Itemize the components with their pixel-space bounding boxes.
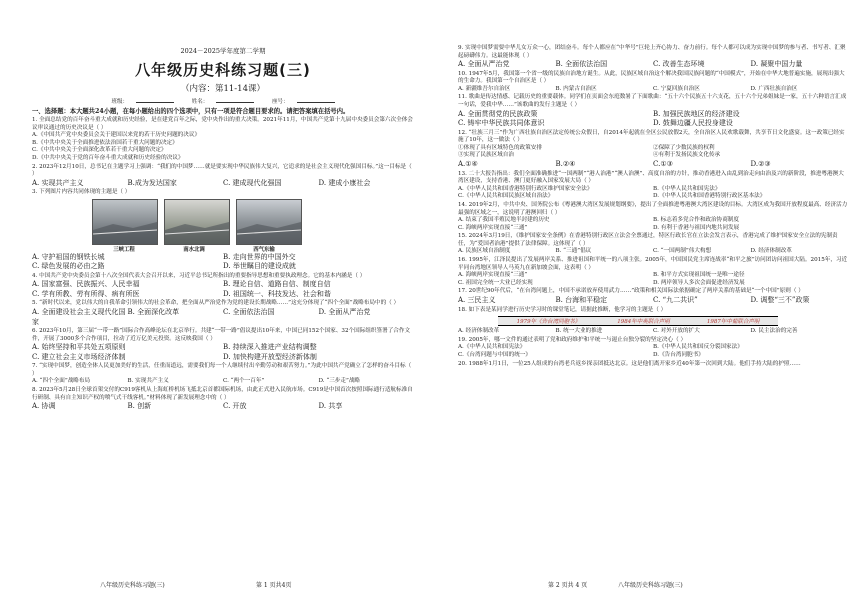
q16-option-1[interactable]: A. 海峡两岸实现直接“三通” bbox=[458, 272, 528, 279]
q15-option-3[interactable]: C. “一国两制”伟大构想 bbox=[653, 248, 712, 255]
student-info-line bbox=[32, 97, 414, 105]
q9-option-1[interactable]: A. 全面从严治党 bbox=[458, 60, 510, 69]
q17-options bbox=[458, 296, 848, 306]
q7-option-4[interactable]: D. “三步走”战略 bbox=[318, 378, 361, 385]
q18-option-2[interactable]: B. 统一大业的推进 bbox=[555, 328, 603, 335]
q3-pictures bbox=[92, 199, 414, 245]
q4-block bbox=[32, 273, 414, 300]
q5-option-1[interactable]: A. 全面建设社会主义现代化国家 bbox=[32, 308, 126, 326]
q4-option-2[interactable]: B. 理论自信、道路自信、制度自信 bbox=[223, 280, 331, 289]
q2-option-4[interactable]: D. 建成小康社会 bbox=[318, 178, 371, 187]
q2-stem: 2. 2023年12月10日，总书记在主题学习上强调：“我们的中国梦……就是要实现中华民族伟大复兴，它追求的是社会主义现代化强国目标。”这一目标是（ ） bbox=[32, 163, 412, 178]
page-title: 八年级历史科练习题(三) bbox=[135, 61, 311, 79]
q17-stem: 17. 20世纪90年代后，“在台湾问题上，中国不承诺放弃使用武力……”政策和相关国际法依据确定了两岸关系的基础是“一个中国”原则（ ） bbox=[458, 288, 804, 295]
q13-stem: 13. 二十大报告指出：我们全面准确推进“一国两制”“港人治港”“澳人治澳”、高度自治的方针，推动香港进入由乱到治走向由治及兴的新阶段，推进粤港澳大湾区建设，支持香港、澳门更好融入国家发展大局（ ） bbox=[458, 170, 844, 185]
name-label: 姓名： bbox=[191, 99, 209, 105]
q3-captions bbox=[92, 245, 414, 253]
q17-option-4[interactable]: D. 调整“三不”政策 bbox=[750, 296, 810, 305]
q16-option-4[interactable]: D. 两岸领导人多次会面促进经济发展 bbox=[653, 279, 745, 286]
q4-stem: 4. 中国共产党中央委员会第十八次全国代表大会召开以来，习近平总书记所指出的重要指导思想和重要执政理念。它的基本内涵是（ ） bbox=[32, 272, 366, 279]
q10-block bbox=[458, 71, 848, 94]
q19-option-3[interactable]: C.《台湾问题与中国的统一》 bbox=[458, 351, 531, 358]
q12-option-1[interactable]: ①体现了具有区域特色的政策安排 bbox=[458, 144, 542, 151]
footer-left-page: 第 1 页共4页 bbox=[256, 582, 292, 589]
q19-option-1[interactable]: A.《中华人民共和国宪法》 bbox=[458, 344, 526, 351]
q1-options bbox=[32, 132, 414, 162]
q13-options bbox=[458, 186, 848, 201]
q2-option-2[interactable]: B.成为发达国家 bbox=[127, 178, 177, 187]
q20-block bbox=[458, 361, 848, 369]
q6-block bbox=[32, 328, 414, 362]
q1-option-3[interactable]: C.《中共中央关于全面深化改革若干重大问题的决定》 bbox=[32, 147, 167, 154]
q10-option-2[interactable]: B. 内蒙古自治区 bbox=[555, 85, 597, 92]
q3-block bbox=[32, 189, 414, 272]
q18-option-3[interactable]: C. 对外开放的扩大 bbox=[653, 328, 700, 335]
note-item-1: 1979年《告台湾同胞书》 bbox=[516, 319, 581, 326]
q15-option-2[interactable]: B. “三通”倡议 bbox=[555, 248, 592, 255]
q14-option-2[interactable]: B. 标志着多党合作和政治协商制度 bbox=[653, 217, 739, 224]
q9-option-2[interactable]: B. 全面依法治国 bbox=[555, 60, 608, 69]
q19-option-2[interactable]: B.《中华人民共和国反分裂国家法》 bbox=[653, 344, 743, 351]
q12-options bbox=[458, 145, 848, 160]
q3-option-1[interactable]: A. 守护祖国的钢铁长城 bbox=[32, 252, 105, 261]
footer-left-name: 八年级历史科练习题(三) bbox=[100, 582, 165, 589]
q16-option-2[interactable]: B. 和平方式实现祖国统一是唯一途径 bbox=[653, 272, 745, 279]
q12-answer-3[interactable]: C.①③ bbox=[653, 160, 673, 169]
q9-stem: 9. 实现中国梦需要中华儿女万众一心，团结奋斗。每个人都应在“中华号”巨轮上齐心协力、奋力前行。每个人都可以成为实现中国梦的参与者、书写者、汇聚起磅礴伟力。这最能体现（ ） bbox=[458, 45, 846, 59]
q10-stem: 10. 1947年5月，我国第一个省一级的民族自治地方诞生。从此，民族区域自治这个解决我国民族问题的“中国模式”，开始在中华大地普遍实施，展现出强大的生命力。我国第一个自治区是（ ） bbox=[458, 70, 845, 85]
q13-option-2[interactable]: B.《中华人民共和国宪法》 bbox=[653, 185, 721, 192]
q15-option-1[interactable]: A. 民族区域自治制度 bbox=[458, 248, 511, 255]
q15-options bbox=[458, 248, 848, 256]
q6-option-4[interactable]: D. 加快构建开放型经济新体制 bbox=[223, 352, 317, 361]
q4-options bbox=[32, 280, 414, 299]
q11-option-4[interactable]: D. 鼓舞边疆人民投身建设 bbox=[653, 119, 733, 128]
q3-options bbox=[32, 253, 414, 272]
footer-right-page: 第 2 页共 4 页 bbox=[548, 582, 588, 589]
photo-caption-3: 西气东输 bbox=[253, 246, 275, 253]
class-label: 班级： bbox=[111, 99, 128, 105]
q9-option-3[interactable]: C. 改善生态环境 bbox=[653, 60, 705, 69]
q11-options bbox=[458, 110, 848, 129]
photo-1 bbox=[92, 199, 158, 245]
q6-option-1[interactable]: A. 始终坚持和平共处五项原则 bbox=[32, 343, 126, 352]
q14-stem: 14. 2019年2月，中共中央、国务院公布《粤港澳大湾区发展规划纲要》，提出了全面推进粤港澳大湾区建设的目标。大湾区成为我国开放程度最高、经济活力最强的区域之一，这说明了港澳回归（ ） bbox=[458, 201, 848, 216]
q4-option-1[interactable]: A. 国家富强、民族振兴、人民幸福 bbox=[32, 280, 140, 289]
q3-option-2[interactable]: B. 走向世界的中国外交 bbox=[223, 252, 296, 261]
seat-label: 座号： bbox=[272, 99, 289, 105]
q5-option-4[interactable]: D. 全面从严治党 bbox=[318, 308, 371, 317]
q16-options bbox=[458, 272, 848, 287]
q18-block bbox=[458, 307, 848, 336]
q12-answer-4[interactable]: D.②③ bbox=[750, 160, 771, 169]
q11-option-1[interactable]: A. 全面贯彻党的民族政策 bbox=[458, 109, 538, 118]
q11-option-3[interactable]: C. 铸牢中华民族共同体意识 bbox=[458, 119, 545, 128]
note-item-2: 1984年中英联合声明 bbox=[617, 319, 670, 326]
q15-option-4[interactable]: D. 经济体制改革 bbox=[750, 248, 792, 255]
q5-option-2[interactable]: B. 全面深化改革 bbox=[127, 308, 180, 317]
q3-option-3[interactable]: C. 绿色发展的必由之路 bbox=[32, 262, 105, 271]
q6-option-3[interactable]: C. 建立社会主义市场经济体制 bbox=[32, 352, 126, 361]
q2-options bbox=[32, 179, 414, 189]
q6-options bbox=[32, 343, 414, 362]
q14-option-1[interactable]: A. 结束了我国半殖民地半封建的历史 bbox=[458, 217, 550, 224]
q6-stem: 6. 2023年10月，第三届“一带一路”国际合作高峰论坛在北京举行。共建“一带一路”倡议提出10年来，中国已同152个国家、32个国际组织签署了合作文件，开展了3000多个合作项目，拉动了近万亿美元投资。这反映我国（ ） bbox=[32, 328, 411, 342]
q7-block bbox=[32, 363, 414, 386]
q1-stem: 1. 全面总结党的百年奋斗重大成就和历史经验，是在建党百年之际，党中央作出的重大决策。2021年11月，中国共产党第十九届中央委员会第六次全体会议审议通过的历史决议是（ ） bbox=[32, 117, 413, 131]
q5-stem: 5. “新时代以来，党以伟大的自我革命引领伟大的社会革命，把全面从严治党作为党的建设长期战略……”这充分体现了“四个全面”战略布局中的（ ） bbox=[32, 300, 400, 307]
q18-notes-strip bbox=[498, 316, 778, 326]
q14-block bbox=[458, 202, 848, 232]
q13-option-1[interactable]: A.《中华人民共和国香港特别行政区维护国家安全法》 bbox=[458, 185, 593, 192]
q12-answer-1[interactable]: A.①④ bbox=[458, 160, 478, 169]
q14-option-3[interactable]: C. 海峡两岸实现直接“三通” bbox=[458, 224, 528, 231]
q5-option-3[interactable]: C. 全面依法治国 bbox=[223, 308, 275, 317]
q12-option-2[interactable]: ②保障了少数民族的权利 bbox=[653, 144, 715, 151]
q17-option-2[interactable]: B. 台海和平稳定 bbox=[555, 296, 608, 305]
q12-stem: 12. “壮族三月三”作为广西壮族自治区法定传统公众假日，自2014年起就在全区公民放假2天，全自治区人民欢歌载舞，共享节日文化盛宴。这一政策已经实施了10年，这一做法（ ） bbox=[458, 129, 845, 144]
q10-option-1[interactable]: A. 新疆维吾尔自治区 bbox=[458, 85, 511, 92]
q19-stem: 19. 2005年，哪一文件的通过表明了党和政府维护和平统一与遏止台独分裂的坚定决心（ ） bbox=[458, 336, 687, 343]
q10-options bbox=[458, 86, 848, 94]
q1-option-4[interactable]: D.《中共中央关于党的百年奋斗重大成就和历史经验的决议》 bbox=[32, 154, 184, 161]
photo-3 bbox=[236, 199, 302, 245]
q8-option-4[interactable]: D. 共享 bbox=[318, 402, 343, 411]
q13-block bbox=[458, 171, 848, 201]
q17-block bbox=[458, 288, 848, 305]
q17-option-1[interactable]: A. 三民主义 bbox=[458, 296, 496, 305]
q1-option-1[interactable]: A.《中国共产党中央委员会关于建国以来党的若干历史问题的决议》 bbox=[32, 132, 201, 139]
q7-option-1[interactable]: A. “四个全面”战略布局 bbox=[32, 378, 91, 385]
q8-options bbox=[32, 402, 414, 412]
q12-answer-2[interactable]: B.②④ bbox=[555, 160, 576, 169]
q10-option-4[interactable]: D. 广西壮族自治区 bbox=[750, 85, 798, 92]
q14-options bbox=[458, 217, 848, 232]
q13-option-4[interactable]: D.《中华人民共和国香港特别行政区基本法》 bbox=[653, 193, 766, 200]
q10-option-3[interactable]: C. 宁夏回族自治区 bbox=[653, 85, 700, 92]
q5-options bbox=[32, 308, 414, 327]
footer-right-name: 八年级历史科练习题(三) bbox=[618, 582, 683, 589]
q7-option-3[interactable]: C. “两个一百年” bbox=[223, 378, 265, 385]
q18-stem: 18. 如下表是某同学进行历史学习时的课堂笔记，请据此推断，他学习的主题是（ ） bbox=[458, 306, 667, 313]
q2-block bbox=[32, 164, 414, 189]
photo-caption-1: 三峡工程 bbox=[113, 246, 135, 253]
q2-option-1[interactable]: A. 实现共产主义 bbox=[32, 178, 84, 187]
q7-option-2[interactable]: B. 实现共产主义 bbox=[127, 378, 169, 385]
q18-options bbox=[458, 328, 848, 336]
q9-option-4[interactable]: D. 凝聚中国力量 bbox=[750, 60, 803, 69]
q19-options bbox=[458, 344, 848, 359]
q3-stem: 3. 下列图片内容共同体现的主题是（ ） bbox=[32, 189, 131, 196]
q2-option-3[interactable]: C. 建成现代化强国 bbox=[223, 178, 282, 187]
q1-block bbox=[32, 117, 414, 163]
page-subtitle: （内容：第11-14课） bbox=[180, 84, 265, 94]
q12-answer-options bbox=[458, 160, 848, 170]
q19-block bbox=[458, 337, 848, 360]
q7-options bbox=[32, 378, 414, 386]
page-right bbox=[430, 0, 860, 595]
photo-caption-2: 南水北调 bbox=[183, 246, 205, 253]
term-header: 2024－2025学年度第二学期 bbox=[180, 47, 266, 55]
q13-option-3[interactable]: C.《中华人民共和国民族区域自治法》 bbox=[458, 193, 554, 200]
q18-option-4[interactable]: D. 民主法治的完善 bbox=[750, 328, 798, 335]
q8-stem: 8. 2023年5月28日全球首架交付的C919客机从上海虹桥机场飞抵北京首都国际机场，由此正式进入民航市场。C919是中国首次按照国际通行适航标准自行研制、具有自主知识产权的喷气式干线客机。”材料体现了新发展理念中的（ ） bbox=[32, 387, 413, 401]
q8-option-3[interactable]: C. 开放 bbox=[223, 402, 247, 411]
seat-field[interactable] bbox=[297, 97, 335, 103]
q9-options bbox=[458, 60, 848, 70]
q12-option-3[interactable]: ③实现了民族区域自治 bbox=[458, 152, 514, 159]
q1-option-2[interactable]: B.《中共中央关于全面推进依法治国若干重大问题的决定》 bbox=[32, 139, 178, 146]
left-question-list bbox=[32, 117, 414, 412]
photo-2 bbox=[164, 199, 230, 245]
q11-option-2[interactable]: B. 加强民族地区的经济建设 bbox=[653, 109, 740, 118]
q15-block bbox=[458, 233, 848, 256]
q12-block bbox=[458, 130, 848, 170]
q11-stem: 11. 歌曲是传达情感、记载历史的重要载体。同学们在页面会东庭数暑了下面歌曲：“五十六个民族五十六支花，五十六个兄弟姐妹是一家，五十六种语言汇成一句话，爱我中华……”该歌曲的发行主题是（ ） bbox=[458, 94, 847, 109]
q4-option-3[interactable]: C. 学有所教、劳有所得、病有所医 bbox=[32, 289, 140, 298]
q4-option-4[interactable]: D. 祖国统一、科技发达、社会和谐 bbox=[223, 289, 331, 298]
note-item-3: 1987年中葡联合声明 bbox=[706, 319, 760, 326]
q7-stem: 7. “实现中国梦，创造全体人民更加美好的生活，任重而道远，需要我们每一个人继续付出辛勤劳动和艰苦努力。”为此中国共产党确立了怎样的奋斗目标（ ） bbox=[32, 363, 412, 377]
q16-block bbox=[458, 257, 848, 287]
q9-block bbox=[458, 45, 848, 70]
q18-option-1[interactable]: A. 经济体制改革 bbox=[458, 328, 500, 335]
q3-option-4[interactable]: D. 举世瞩目的建设成就 bbox=[223, 262, 296, 271]
q12-option-4[interactable]: ④有利于发扬民族文化传承 bbox=[653, 152, 721, 159]
class-field[interactable] bbox=[136, 97, 174, 103]
q16-option-3[interactable]: C. 祖国完全统一大业已经实现 bbox=[458, 279, 533, 286]
q19-option-4[interactable]: D.《告台湾同胞书》 bbox=[653, 351, 704, 358]
section-heading: 一、选择题：本大题共24小题，在每小题给出的四个选项中，只有一项是符合题目要求的。请把答案填在括号内。 bbox=[32, 108, 350, 115]
q11-block bbox=[458, 94, 848, 128]
name-field[interactable] bbox=[216, 97, 254, 103]
q20-stem: 20. 1988年1月1日，一位25人组成的台湾老兵返乡探亲团抵达北京。这是他们离开家乡近40年第一次回到大陆。他们手持大陆的护照…… bbox=[458, 360, 801, 367]
q5-block bbox=[32, 300, 414, 327]
q16-stem: 16. 1995年，江泽民提出了发展两岸关系、推进祖国和平统一的八项主张。2005年，中国国民党主席连战率“和平之旅”访问团访问祖国大陆。2015年，习近平同台湾地区领导人马英九在新加坡会面，这表明（ ） bbox=[458, 257, 848, 271]
q8-option-1[interactable]: A. 协调 bbox=[32, 402, 56, 411]
q6-option-2[interactable]: B. 持续深入推进产业结构调整 bbox=[223, 343, 317, 352]
q15-stem: 15. 2024年3月19日，《维护国家安全条例》在香港特别行政区立法会全票通过，特区行政长官在立法会发言表示，香港完成了维护国家安全立法的宪制责任，为“爱国者治港”提供了法律保障。这体现了（ ） bbox=[458, 233, 838, 247]
q17-option-3[interactable]: C. “九二共识” bbox=[653, 296, 698, 305]
q8-option-2[interactable]: B. 创新 bbox=[127, 402, 152, 411]
right-question-list bbox=[458, 45, 848, 368]
q14-option-4[interactable]: D. 有利于香港与祖国内地共同发展 bbox=[653, 224, 740, 231]
q8-block bbox=[32, 387, 414, 412]
